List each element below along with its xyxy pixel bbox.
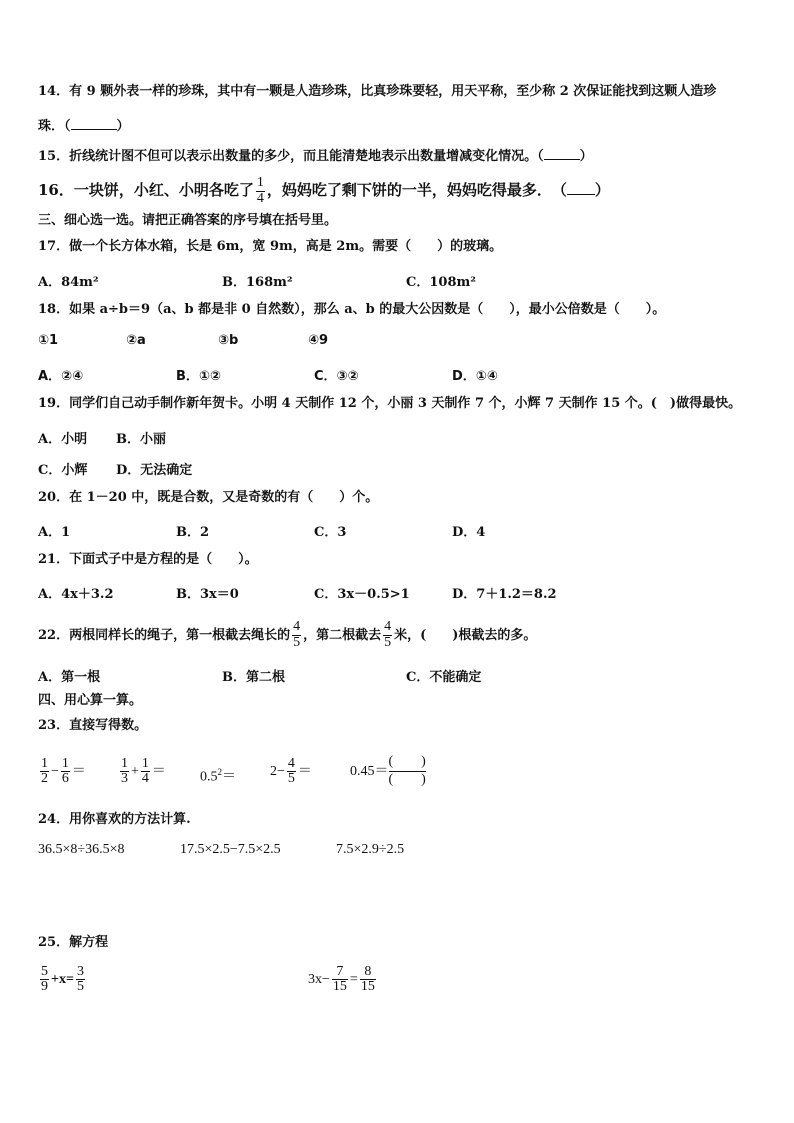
question-15-answer-blank[interactable] xyxy=(544,147,580,160)
question-23-expression-1 xyxy=(38,752,86,792)
q23-e2-frac-b xyxy=(141,757,150,787)
question-16-suffix: ，妈妈吃了剩下饼的一半，妈妈吃得最多． （ xyxy=(266,181,567,199)
question-17-option-a[interactable]: A．84m² xyxy=(38,275,99,290)
q23-e4-numerator: 4 xyxy=(287,755,295,771)
question-18-item-1: ①1 xyxy=(38,333,59,348)
q25-eq1-a-numerator: 5 xyxy=(41,963,48,979)
q23-e4-denominator: 5 xyxy=(287,771,295,787)
question-25: 25．解方程 xyxy=(38,935,109,950)
q25-eq2-prefix: 3x− xyxy=(308,972,330,987)
question-25-equation-1 xyxy=(38,960,87,1000)
question-22-option-b[interactable]: B．第二根 xyxy=(222,670,285,685)
question-14-line2-prefix: 珠．（ xyxy=(38,119,71,134)
question-18-option-a[interactable]: A．②④ xyxy=(38,369,84,384)
q25-eq2-frac-b xyxy=(360,965,376,995)
question-16 xyxy=(38,175,610,206)
q23-e2-equals: ＝ xyxy=(151,764,166,779)
question-23-expression-2 xyxy=(118,752,166,792)
question-19-option-d[interactable]: D．无法确定 xyxy=(116,463,193,478)
q23-e1-a-denominator: 2 xyxy=(41,771,48,787)
question-22-fraction-1-denominator: 5 xyxy=(293,635,301,650)
question-14-line1: 14．有 9 颗外表一样的珍珠，其中有一颗是人造珍珠，比真珍珠要轻，用天平称，至少称 2 次保证能找到这颗人造珍 xyxy=(38,84,717,99)
question-23-expression-5 xyxy=(350,752,426,792)
question-16-close: ） xyxy=(594,181,610,199)
question-23: 23．直接写得数。 xyxy=(38,718,148,733)
question-15-text: 15．折线统计图不但可以表示出数量的多少，而且能清楚地表示出数量增减变化情况。（ xyxy=(38,149,544,164)
question-22-option-c[interactable]: C．不能确定 xyxy=(406,670,482,685)
question-15 xyxy=(38,147,593,165)
question-22-fraction-2 xyxy=(383,620,392,650)
q25-eq2-b-denominator: 15 xyxy=(360,979,375,995)
question-20-option-d[interactable]: D．4 xyxy=(452,525,486,540)
q25-eq1-middle: +x= xyxy=(51,972,74,987)
q23-e5-numerator-blank[interactable]: ( ) xyxy=(389,754,426,772)
question-22-fraction-1 xyxy=(292,620,301,650)
question-18: 18．如果 a÷b＝9（a、b 都是非 0 自然数），那么 a、b 的最大公因数是（ ），最小公倍数是（ ）。 xyxy=(38,302,666,317)
q23-e1-b-numerator: 1 xyxy=(61,755,69,771)
question-24: 24．用你喜欢的方法计算. xyxy=(38,812,191,827)
question-19-option-c[interactable]: C．小辉 xyxy=(38,463,88,478)
q23-e4-whole: 2 xyxy=(270,764,277,779)
q23-e1-frac-b xyxy=(61,757,70,787)
question-16-answer-blank[interactable] xyxy=(567,182,595,195)
question-18-item-3: ③b xyxy=(218,333,239,348)
q23-e3-equals: ＝ xyxy=(222,769,236,785)
q23-e1-equals: ＝ xyxy=(71,764,86,779)
question-14-answer-blank[interactable] xyxy=(71,117,117,130)
q23-e4-frac xyxy=(287,757,296,787)
q23-e2-b-denominator: 4 xyxy=(141,771,149,787)
q23-e5-lhs: 0.45＝ xyxy=(350,764,389,779)
question-21-option-b[interactable]: B．3x＝0 xyxy=(176,587,239,602)
question-25-equation-2 xyxy=(308,960,378,1000)
question-24-expression-3: 7.5×2.9÷2.5 xyxy=(336,842,405,857)
q23-e5-answer-fraction[interactable] xyxy=(389,754,426,789)
question-14-line2 xyxy=(38,117,130,135)
question-22-fraction-2-numerator: 4 xyxy=(384,619,392,635)
q23-e2-a-denominator: 3 xyxy=(121,771,128,787)
q23-e3-exponent: 2 xyxy=(217,767,222,777)
question-19: 19．同学们自己动手制作新年贺卡。小明 4 天制作 12 个，小丽 3 天制作 7 个，小辉 7 天制作 15 个。( )做得最快。 xyxy=(38,396,742,411)
question-18-option-c[interactable]: C．③② xyxy=(314,369,359,384)
question-21-option-d[interactable]: D．7＋1.2＝8.2 xyxy=(452,587,557,602)
q23-e1-operator: − xyxy=(51,764,59,779)
q23-e1-frac-a xyxy=(40,757,49,787)
q23-e2-b-numerator: 1 xyxy=(141,755,149,771)
question-21-option-a[interactable]: A．4x＋3.2 xyxy=(38,587,114,602)
question-19-option-b[interactable]: B．小丽 xyxy=(116,432,166,447)
question-20: 20．在 1－20 中，既是合数，又是奇数的有（ ）个。 xyxy=(38,490,379,505)
question-22-fraction-2-denominator: 5 xyxy=(384,635,392,650)
question-14-line2-close: ） xyxy=(116,119,130,134)
q25-eq2-a-numerator: 7 xyxy=(332,965,348,981)
question-24-expression-2: 17.5×2.5−7.5×2.5 xyxy=(180,842,281,857)
section-4-heading: 四、用心算一算。 xyxy=(38,693,143,708)
q23-e3-base: 0.5 xyxy=(200,769,218,785)
question-23-expression-4 xyxy=(270,752,312,792)
q25-eq1-frac-a xyxy=(40,965,49,995)
question-21-option-c[interactable]: C．3x－0.5>1 xyxy=(314,587,410,602)
q25-eq2-equals: = xyxy=(349,972,358,987)
question-22-fraction-1-numerator: 4 xyxy=(293,619,301,635)
question-15-close: ） xyxy=(579,149,593,164)
question-17: 17．做一个长方体水箱，长是 6m，宽 9m，高是 2m。需要（ ）的玻璃。 xyxy=(38,239,503,254)
question-22-option-a[interactable]: A．第一根 xyxy=(38,670,101,685)
question-16-prefix: 16．一块饼，小红、小明各吃了 xyxy=(38,181,254,199)
question-17-option-c[interactable]: C．108m² xyxy=(406,275,476,290)
question-20-option-a[interactable]: A．1 xyxy=(38,525,71,540)
q25-eq2-frac-a xyxy=(332,965,348,995)
q23-e4-operator: − xyxy=(277,764,285,779)
question-22-suffix: 米，( )根截去的多。 xyxy=(394,628,537,643)
question-18-item-2: ②a xyxy=(126,333,146,348)
question-22 xyxy=(38,618,536,654)
question-20-option-b[interactable]: B．2 xyxy=(176,525,210,540)
question-22-prefix: 22．两根同样长的绳子，第一根截去绳长的 xyxy=(38,628,291,643)
question-18-option-b[interactable]: B．①② xyxy=(176,369,221,384)
question-22-mid: ，第二根截去 xyxy=(303,628,382,643)
question-17-option-b[interactable]: B．168m² xyxy=(222,275,293,290)
q23-e4-equals: ＝ xyxy=(297,764,312,779)
q23-e2-frac-a xyxy=(120,757,129,787)
section-3-heading: 三、细心选一选。请把正确答案的序号填在括号里。 xyxy=(38,213,338,228)
question-21: 21．下面式子中是方程的是（ ）。 xyxy=(38,552,258,567)
question-16-fraction-numerator: 1 xyxy=(256,174,264,190)
question-16-fraction xyxy=(256,176,265,206)
question-23-expression-3 xyxy=(200,752,236,798)
question-19-option-a[interactable]: A．小明 xyxy=(38,432,88,447)
q23-e2-a-numerator: 1 xyxy=(121,755,128,771)
q23-e5-denominator-blank[interactable]: ( ) xyxy=(388,772,426,788)
question-16-fraction-denominator: 4 xyxy=(256,190,264,206)
question-24-expression-1: 36.5×8÷36.5×8 xyxy=(38,842,125,857)
q25-eq2-b-numerator: 8 xyxy=(360,965,376,981)
q25-eq1-frac-b xyxy=(76,965,85,995)
q23-e2-operator: + xyxy=(131,764,139,779)
q23-e1-b-denominator: 6 xyxy=(61,771,69,787)
question-20-option-c[interactable]: C．3 xyxy=(314,525,347,540)
question-18-item-4: ④9 xyxy=(308,333,329,348)
q25-eq1-a-denominator: 9 xyxy=(41,979,48,995)
q25-eq2-a-denominator: 15 xyxy=(332,979,347,995)
question-18-option-d[interactable]: D．①④ xyxy=(452,369,498,384)
q25-eq1-b-numerator: 3 xyxy=(76,963,84,979)
q25-eq1-b-denominator: 5 xyxy=(76,979,84,995)
q23-e1-a-numerator: 1 xyxy=(41,755,48,771)
